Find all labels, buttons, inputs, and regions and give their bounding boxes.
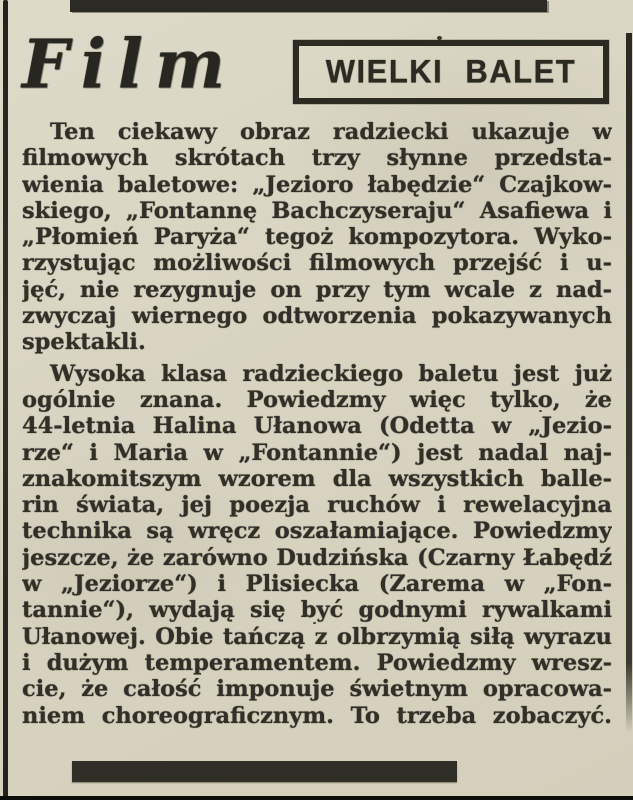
text-line: „Płomień Paryża“ tegoż kompozytora. Wyko- xyxy=(22,224,612,251)
text-line: wienia baletowe: „Jezioro łabędzie“ Czajkow- xyxy=(22,171,612,198)
right-column-rule xyxy=(626,33,632,733)
top-divider-bar xyxy=(70,0,547,12)
text-line: niem choreograficznym. To trzeba zobaczyć. xyxy=(22,702,612,729)
paragraph xyxy=(22,119,612,356)
paragraph xyxy=(22,361,612,729)
article-body xyxy=(22,119,612,729)
text-line: zwyczaj wiernego odtworzenia pokazywanych xyxy=(22,303,612,330)
text-line: rin świata, jej poezja ruchów i rewelacyjna xyxy=(22,492,612,519)
text-line: tannie“), wydają się być godnymi rywalkami xyxy=(22,597,612,624)
scan-bottom-edge xyxy=(0,796,633,800)
text-line: 44-letnia Halina Ułanowa (Odetta w „Jezio- xyxy=(22,413,612,440)
text-line: technika są wręcz oszałamiające. Powiedzmy xyxy=(22,518,612,545)
text-line: Ułanowej. Obie tańczą z olbrzymią siłą wyrazu xyxy=(22,623,612,650)
headline-box xyxy=(293,40,609,104)
text-line: filmowych skrótach trzy słynne przedsta- xyxy=(22,145,612,172)
text-line: Ten ciekawy obraz radziecki ukazuje w xyxy=(50,119,612,145)
text-line: ogólnie znana. Powiedzmy więc tylko, że xyxy=(22,386,612,413)
text-line: spektakli. xyxy=(22,329,146,356)
text-line: rzystując możliwości filmowych przejść i u- xyxy=(22,250,612,277)
section-title: Film xyxy=(22,24,237,104)
text-line: i dużym temperamentem. Powiedzmy wresz- xyxy=(22,649,612,676)
headline-text: WIELKI BALET xyxy=(325,53,577,90)
bottom-divider-bar xyxy=(72,761,457,782)
text-line: rze“ i Maria w „Fontannie“) jest nadal naj- xyxy=(22,439,612,466)
text-line: jeszcze, że zarówno Dudzińska (Czarny Łabędź xyxy=(22,544,612,571)
text-line: jęć, nie rezygnuje on przy tym wcale z nad- xyxy=(22,276,612,303)
text-line: cie, że całość imponuje świetnym opracowa- xyxy=(22,676,612,703)
text-line: znakomitszym wzorem dla wszystkich balle- xyxy=(22,465,612,492)
left-column-rule xyxy=(3,0,8,800)
text-line: skiego, „Fontannę Bachczyseraju“ Asafiewa i xyxy=(22,197,612,224)
text-line: Wysoka klasa radzieckiego baletu jest już xyxy=(50,360,612,387)
text-line: w „Jeziorze“) i Plisiecka (Zarema w „Fon- xyxy=(22,571,612,598)
